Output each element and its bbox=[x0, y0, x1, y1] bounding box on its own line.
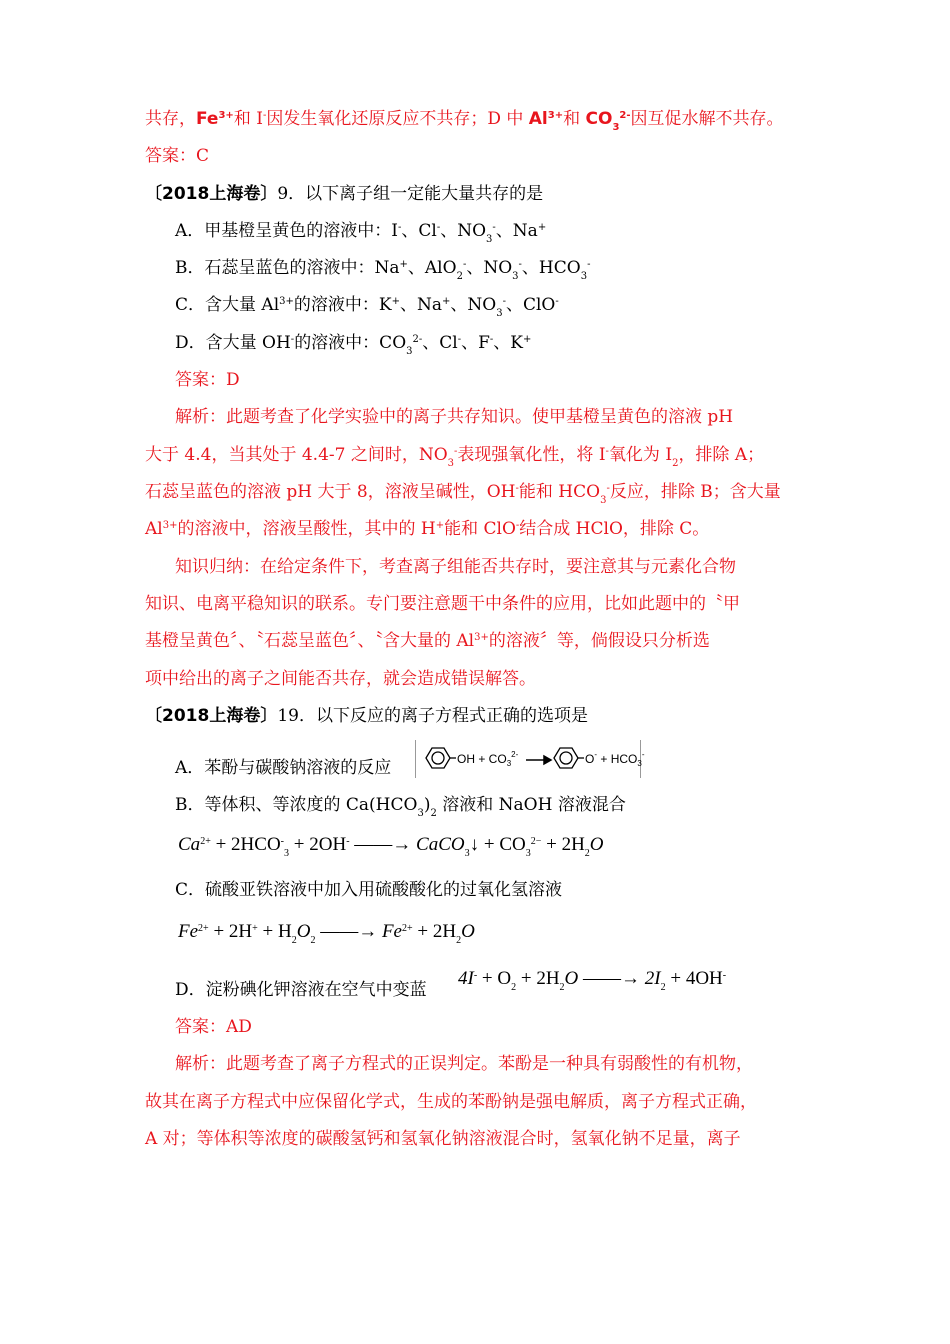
reaction-arrow-icon bbox=[526, 756, 551, 764]
q9-summary-1: 知识归纳：在给定条件下，考查离子组能否共存时，要注意其与元素化合物 bbox=[175, 557, 736, 577]
q19-answer: 答案：AD bbox=[175, 1017, 252, 1037]
benzene-ring-icon bbox=[426, 748, 456, 768]
q19-equation-c: $Fe^{2+} + 2H^+ + H_2O_2$ ——→ $Fe^{2+} + 2H_2O$ bbox=[178, 921, 475, 946]
question-19-title: 〔2018上海卷〕19．以下反应的离子方程式正确的选项是 bbox=[145, 706, 588, 726]
fig-rhs: $O^- + HCO_3^-$ bbox=[585, 750, 645, 768]
q9-summary-3: 基橙呈黄色〞、〝石蕊呈蓝色〞、〝含大量的 $Al^{3+}$的溶液〞等，倘假设只分析选 bbox=[145, 631, 710, 651]
line-coexist-explanation: 共存，$Fe^{3+}$和 I-因发生氧化还原反应不共存；D 中 $Al^{3+}$和 $CO_3^{2-}$因互促水解不共存。 bbox=[145, 109, 784, 133]
q19-equation-b: $Ca^{2+} + 2HCO^-_3 + 2OH^-$ ——→ CaCO$_3$↓ + $CO_3^{2-} + 2H_2O$ bbox=[178, 834, 604, 859]
q9-summary-2: 知识、电离平稳知识的联系。专门要注意题干中条件的应用，比如此题中的〝甲 bbox=[145, 594, 740, 614]
q19-explanation-3: A 对；等体积等浓度的碳酸氢钙和氢氧化钠溶液混合时，氢氧化钠不足量，离子 bbox=[145, 1129, 741, 1149]
q19-option-c: C．硫酸亚铁溶液中加入用硫酸酸化的过氧化氢溶液 bbox=[175, 880, 563, 900]
q19-explanation-2: 故其在离子方程式中应保留化学式，生成的苯酚钠是强电解质，离子方程式正确， bbox=[145, 1092, 757, 1112]
q9-summary-4: 项中给出的离子之间能否共存，就会造成错误解答。 bbox=[145, 669, 536, 689]
q19-equation-d: $4I^- + O_2 + 2H_2O$ ——→ $2I_2 + 4OH^-$ bbox=[458, 968, 727, 993]
q9-option-a: A．甲基橙呈黄色的溶液中：I-、Cl-、$NO_3^-$、Na+ bbox=[175, 221, 547, 245]
q9-explanation-4: $Al^{3+}$的溶液中，溶液呈酸性，其中的 H+能和 ClO-结合成 HClO，排除 C。 bbox=[145, 519, 710, 539]
q9-answer: 答案：D bbox=[175, 370, 240, 390]
q9-explanation-2: 大于 4.4，当其处于 4.4-7 之间时，$NO_3^-$表现强氧化性，将 I-氧化为 $I_2$，排除 A； bbox=[145, 445, 765, 469]
phenol-reaction-svg bbox=[416, 740, 645, 778]
q19-option-d: D．淀粉碘化钾溶液在空气中变蓝 bbox=[175, 980, 427, 1000]
q9-option-b: B．石蕊呈蓝色的溶液中：Na+、AlO$_2$-、$NO_3^-$、$HCO_3^-$ bbox=[175, 258, 591, 282]
q19-option-b: B．等体积、等浓度的 $Ca(HCO_3)_2$ 溶液和 NaOH 溶液混合 bbox=[175, 795, 626, 819]
phenol-reaction-figure bbox=[415, 740, 645, 778]
q19-explanation-1: 解析：此题考查了离子方程式的正误判定。苯酚是一种具有弱酸性的有机物， bbox=[175, 1054, 753, 1074]
q9-explanation-1: 解析：此题考查了化学实验中的离子共存知识。使甲基橙呈黄色的溶液 pH bbox=[175, 407, 734, 427]
q9-option-d: D．含大量 OH-的溶液中：$CO_3^{2-}$、Cl-、F-、K+ bbox=[175, 333, 532, 357]
fig-lhs: OH + $CO_3^{2-}$ bbox=[457, 750, 519, 768]
benzene-ring-icon bbox=[554, 748, 584, 768]
question-9-title: 〔2018上海卷〕9．以下离子组一定能大量共存的是 bbox=[145, 184, 544, 204]
q9-option-c: C．含大量 $Al^{3+}$的溶液中：K+、Na+、$NO_3^-$、ClO- bbox=[175, 295, 559, 319]
answer-previous: 答案：C bbox=[145, 146, 210, 166]
q19-option-a: A．苯酚与碳酸钠溶液的反应 bbox=[175, 758, 392, 778]
q9-explanation-3: 石蕊呈蓝色的溶液 pH 大于 8，溶液呈碱性，OH-能和 $HCO_3^-$反应，排除 B；含大量 bbox=[145, 482, 781, 506]
